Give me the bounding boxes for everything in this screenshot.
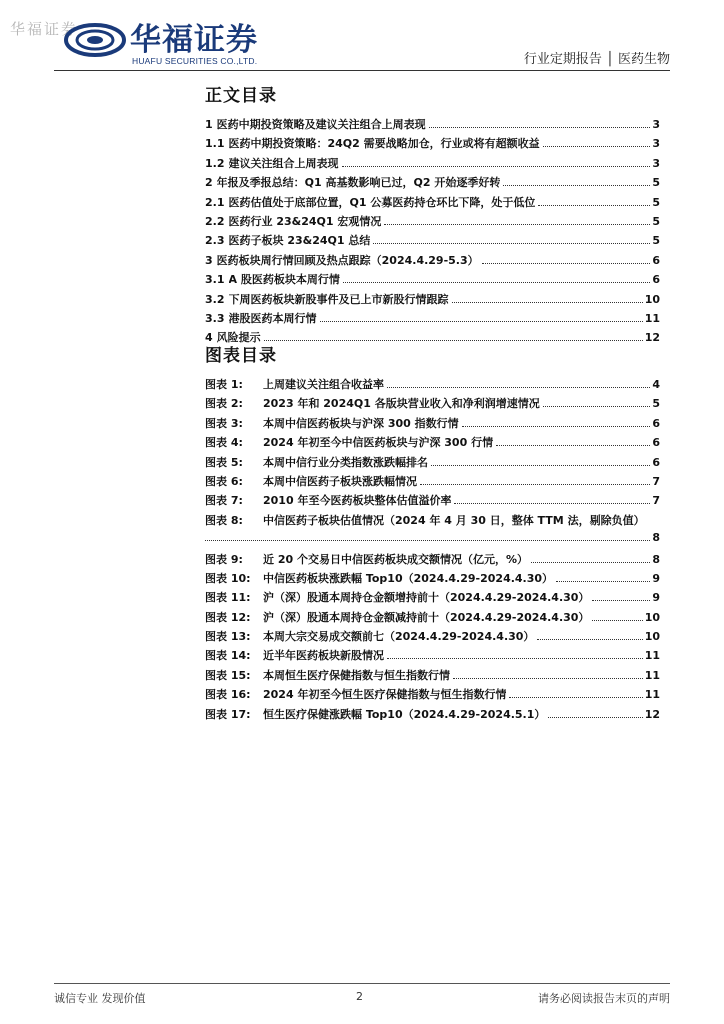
toc-entry-page: 6 — [652, 253, 660, 267]
figure-entry[interactable] — [205, 551, 660, 570]
company-logo-icon — [64, 22, 126, 58]
toc-entry-page: 10 — [644, 292, 660, 306]
toc-entry[interactable] — [205, 194, 660, 213]
watermark: 华福证券 — [10, 20, 79, 38]
figure-entry-continuation[interactable] — [205, 531, 660, 550]
figure-entry-page: 6 — [652, 455, 660, 469]
figure-entry-title: 中信医药板块涨跌幅 Top10（2024.4.29-2024.4.30） — [263, 571, 554, 585]
toc-entry-number: 2.3 — [205, 234, 225, 248]
figures-title: 图表目录 — [205, 346, 277, 366]
figure-entry-page: 11 — [644, 668, 660, 682]
figure-entry-page: 9 — [652, 591, 660, 605]
footer-slogan: 诚信专业 发现价值 — [54, 992, 146, 1005]
page-number: 2 — [356, 990, 363, 1003]
leader-dots — [431, 465, 650, 466]
figure-entry-number: 图表 12: — [205, 610, 251, 624]
figure-entry[interactable] — [205, 512, 660, 531]
leader-dots — [205, 540, 650, 541]
figure-entry-title: 中信医药子板块估值情况（2024 年 4 月 30 日，整体 TTM 法，剔除负值） — [263, 513, 645, 527]
toc-entry-number: 4 — [205, 331, 213, 345]
toc-entry-number: 2.2 — [205, 214, 225, 228]
toc-entry-title: 港股医药本周行情 — [228, 311, 317, 325]
toc-entry-page: 11 — [644, 311, 660, 325]
toc-entry-page: 5 — [652, 195, 660, 209]
toc-entry-page: 12 — [644, 331, 660, 345]
toc-entry-title: 风险提示 — [216, 331, 261, 345]
leader-dots — [556, 581, 650, 582]
toc-entry[interactable] — [205, 213, 660, 232]
figure-entry-title: 近半年医药板块新股情况 — [263, 649, 384, 663]
toc-entry[interactable] — [205, 252, 660, 271]
toc-entry-number: 2 — [205, 176, 213, 190]
leader-dots — [482, 263, 651, 264]
figure-entry-number: 图表 17: — [205, 707, 251, 721]
figure-entry-page: 4 — [652, 378, 660, 391]
figure-entry-title: 2010 年至今医药板块整体估值溢价率 — [263, 494, 452, 508]
figure-entry-number: 图表 2: — [205, 397, 243, 411]
leader-dots — [543, 406, 651, 407]
toc-entry-title: 医药估值处于底部位置，Q1 公募医药持仓环比下降，处于低位 — [228, 195, 536, 209]
figure-entry-page: 10 — [644, 610, 660, 624]
leader-dots — [420, 484, 650, 485]
figure-entry-title: 2024 年初至今恒生医疗保健指数与恒生指数行情 — [263, 688, 507, 702]
figure-entry[interactable] — [205, 647, 660, 666]
figure-entry-number: 图表 6: — [205, 474, 243, 488]
toc-entry-page: 3 — [652, 156, 660, 170]
leader-dots — [429, 127, 651, 128]
figure-entry-title: 本周中信医药子板块涨跌幅情况 — [263, 474, 417, 488]
toc-list — [205, 116, 660, 349]
leader-dots — [503, 185, 650, 186]
toc-entry[interactable] — [205, 135, 660, 154]
toc-entry[interactable] — [205, 155, 660, 174]
figure-entry-number: 图表 14: — [205, 649, 251, 663]
figure-entry-title: 上周建议关注组合收益率 — [263, 378, 384, 391]
figure-entry-page: 7 — [652, 474, 660, 488]
figure-entry-title: 2024 年初至今中信医药板块与沪深 300 行情 — [263, 436, 494, 450]
figure-entry-page: 9 — [652, 571, 660, 585]
toc-entry-page: 5 — [652, 176, 660, 190]
figure-entry-number: 图表 8: — [205, 513, 243, 527]
footer-disclaimer: 请务必阅读报告末页的声明 — [538, 992, 670, 1005]
toc-entry-page: 5 — [652, 234, 660, 248]
figure-entry[interactable] — [205, 395, 660, 414]
leader-dots — [453, 678, 643, 679]
leader-dots — [454, 503, 650, 504]
figure-entry-page: 6 — [652, 436, 660, 450]
figure-entry-number: 图表 10: — [205, 571, 251, 585]
leader-dots — [373, 243, 650, 244]
logo-name-cn: 华福证券 — [130, 22, 258, 58]
figure-entry-title: 本周中信行业分类指数涨跌幅排名 — [263, 455, 428, 469]
toc-entry-page: 3 — [652, 118, 660, 131]
toc-entry-number: 2.1 — [205, 195, 225, 209]
toc-entry-title: 医药板块周行情回顾及热点跟踪（2024.4.29-5.3） — [216, 253, 479, 267]
leader-dots — [387, 387, 650, 388]
figure-entry[interactable] — [205, 415, 660, 434]
figure-entry-page: 12 — [644, 707, 660, 721]
toc-entry[interactable] — [205, 291, 660, 310]
toc-entry-page: 6 — [652, 273, 660, 287]
figure-entry-page: 7 — [652, 494, 660, 508]
figure-entry[interactable] — [205, 589, 660, 608]
toc-entry[interactable] — [205, 174, 660, 193]
toc-entry-title: 医药子板块 23&24Q1 总结 — [228, 234, 371, 248]
leader-dots — [496, 445, 650, 446]
figure-entry[interactable] — [205, 686, 660, 705]
toc-entry-title: 医药中期投资策略及建议关注组合上周表现 — [216, 118, 426, 131]
toc-entry-number: 3.3 — [205, 311, 225, 325]
figure-entry-number: 图表 1: — [205, 378, 243, 391]
figure-entry-page: 5 — [652, 397, 660, 411]
figure-entry-title: 2023 年和 2024Q1 各版块营业收入和净利润增速情况 — [263, 397, 540, 411]
toc-entry[interactable] — [205, 116, 660, 135]
toc-title: 正文目录 — [205, 86, 277, 106]
leader-dots — [548, 717, 642, 718]
figure-entry-number: 图表 13: — [205, 630, 251, 644]
leader-dots — [592, 620, 642, 621]
figure-entry-number: 图表 11: — [205, 591, 251, 605]
logo-name-en: HUAFU SECURITIES CO.,LTD. — [132, 56, 258, 66]
figure-entry-number: 图表 15: — [205, 668, 251, 682]
leader-dots — [509, 697, 642, 698]
toc-entry-title: 下周医药板块新股事件及已上市新股行情跟踪 — [228, 292, 449, 306]
leader-dots — [543, 146, 651, 147]
toc-entry-number: 1.2 — [205, 156, 225, 170]
leader-dots — [452, 302, 643, 303]
figure-entry-title: 沪（深）股通本周持仓金额增持前十（2024.4.29-2024.4.30） — [263, 591, 590, 605]
figure-entry-title: 近 20 个交易日中信医药板块成交额情况（亿元，%） — [263, 552, 528, 566]
figure-entry-title: 恒生医疗保健涨跌幅 Top10（2024.4.29-2024.5.1） — [263, 707, 546, 721]
toc-entry-page: 3 — [652, 137, 660, 151]
figure-entry[interactable] — [205, 473, 660, 492]
leader-dots — [343, 282, 651, 283]
toc-entry-title: 建议关注组合上周表现 — [228, 156, 339, 170]
figure-entry-number: 图表 7: — [205, 494, 243, 508]
leader-dots — [264, 340, 643, 341]
figure-entry[interactable] — [205, 570, 660, 589]
toc-entry[interactable] — [205, 232, 660, 251]
figure-entry[interactable] — [205, 434, 660, 453]
leader-dots — [342, 166, 651, 167]
toc-entry-title: 医药行业 23&24Q1 宏观情况 — [228, 214, 382, 228]
figure-entry-title: 沪（深）股通本周持仓金额减持前十（2024.4.29-2024.4.30） — [263, 610, 590, 624]
figure-entry-number: 图表 5: — [205, 455, 243, 469]
figure-entry[interactable] — [205, 628, 660, 647]
toc-entry-page: 5 — [652, 214, 660, 228]
figure-entry[interactable] — [205, 376, 660, 395]
leader-dots — [384, 224, 650, 225]
figure-entry-number: 图表 3: — [205, 416, 243, 430]
toc-entry-title: A 股医药板块本周行情 — [228, 273, 340, 287]
leader-dots — [592, 600, 650, 601]
footer-divider — [54, 983, 670, 984]
toc-entry-number: 1 — [205, 118, 213, 131]
figure-entry[interactable] — [205, 609, 660, 628]
toc-entry-number: 3.2 — [205, 292, 225, 306]
toc-entry-number: 3 — [205, 253, 213, 267]
figure-entry-page: 10 — [644, 630, 660, 644]
leader-dots — [537, 639, 642, 640]
figure-entry[interactable] — [205, 667, 660, 686]
toc-entry-number: 3.1 — [205, 273, 225, 287]
figure-entry-number: 图表 4: — [205, 436, 243, 450]
leader-dots — [387, 658, 643, 659]
leader-dots — [320, 321, 643, 322]
leader-dots — [531, 562, 650, 563]
leader-dots — [462, 426, 651, 427]
toc-entry-title: 年报及季报总结：Q1 高基数影响已过，Q2 开始逐季好转 — [216, 176, 501, 190]
figure-entry-number: 图表 9: — [205, 552, 243, 566]
figure-entry-title: 本周大宗交易成交额前七（2024.4.29-2024.4.30） — [263, 630, 535, 644]
figure-entry-page: 8 — [652, 531, 660, 545]
figure-entry-page: 11 — [644, 649, 660, 663]
toc-entry[interactable] — [205, 271, 660, 290]
toc-entry-title: 医药中期投资策略：24Q2 需要战略加仓，行业或将有超额收益 — [228, 137, 540, 151]
leader-dots — [538, 205, 650, 206]
figure-entry[interactable] — [205, 706, 660, 725]
report-type: 行业定期报告 │ 医药生物 — [523, 52, 670, 67]
figure-entry-page: 11 — [644, 688, 660, 702]
figure-entry-title: 本周恒生医疗保健指数与恒生指数行情 — [263, 668, 450, 682]
figure-entry-title: 本周中信医药板块与沪深 300 指数行情 — [263, 416, 459, 430]
figure-entry-number: 图表 16: — [205, 688, 251, 702]
figures-list — [205, 376, 660, 725]
toc-entry[interactable] — [205, 310, 660, 329]
figure-entry-page: 6 — [652, 416, 660, 430]
figure-entry[interactable] — [205, 492, 660, 511]
figure-entry-page: 8 — [652, 552, 660, 566]
figure-entry[interactable] — [205, 454, 660, 473]
toc-entry-number: 1.1 — [205, 137, 225, 151]
header-divider — [54, 70, 670, 71]
